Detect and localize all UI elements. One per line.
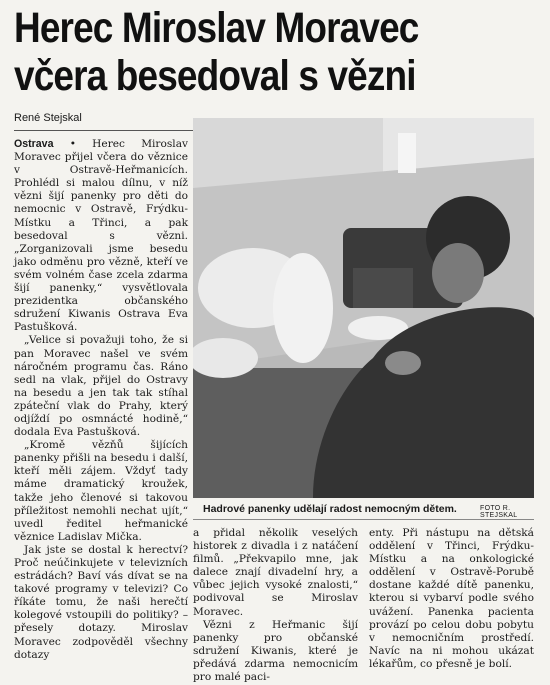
paragraph: „Kromě vězňů šijících panenky přišli na besedu i další, kteří měli zájem. Vždyť tady máme dramatický kroužek, takže jeho členové si takovou příležitost nemohli nechat ujít,“ uvedl ředitel heřmanické věznice Ladislav Mička. <box>14 439 188 543</box>
headline-line-1: Herec Miroslav Moravec <box>14 4 419 52</box>
article-photo <box>193 118 534 498</box>
caption-rule <box>193 519 534 520</box>
headline-line-2: včera besedoval s vězni <box>14 52 416 100</box>
paragraph: enty. Při nástupu na dětská oddělení v Třinci, Frýdku-Místku a na onkologické oddělení v Ostravě-Porubě dostane každé dítě panenku, kterou si vybarví podle svého uvážení. Panenka pacienta provází po celou dobu pobytu v nemocničním prostředí. Navíc na ni mohou ukázat lékařům, co přesně je bolí. <box>369 527 534 670</box>
article-column-2 <box>193 527 358 685</box>
photo-caption: Hadrové panenky udělají radost nemocným dětem. <box>203 503 457 515</box>
paragraph: Vězni z Heřmanic šijí panenky pro občanské sdružení Kiwanis, které je předává zdarma nemocnicím pro malé paci- <box>193 618 358 684</box>
headline <box>14 4 466 100</box>
article-column-1 <box>14 138 188 683</box>
paragraph <box>14 138 188 334</box>
paragraph: Jak jste se dostal k herectví? Proč neúčinkujete v televizních estrádách? Baví vás dívat se na takové programy v televizi? Co říkáte tomu, že naši herečtí kolegové vstoupili do politiky? – přesely dotazy. Miroslav Moravec zodpověděl všechny dotazy <box>14 543 188 661</box>
article-column-3 <box>369 527 534 685</box>
photo-credit: FOTO R. STEJSKAL <box>480 505 518 519</box>
dateline: Ostrava <box>14 138 54 150</box>
paragraph-text: • Herec Miroslav Moravec přijel včera do věznice v Ostravě-Heřmanicích. Prohlédl si malou dílnu, v níž vězni šijí panenky pro děti do nemocnic v Ostravě, Frýdku-Místku a Třinci, a pak besedoval s vězni. „Zorganizovali jsme besedu jako odměnu pro vězně, kteří ve svém volném čase zcela zdarma šijí panenky,“ vysvětlovala prezidentka občanského sdružení Kiwanis Ostrava Eva Pastušková. <box>14 138 188 334</box>
paragraph: „Velice si považuji toho, že si pan Moravec našel ve svém náročném programu čas. Ráno sedl na vlak, přijel do Ostravy na besedu a jen tak tak stíhal zpáteční vlak do Prahy, který odjíždí po osmnácté hodině,“ dodala Eva Pastušková. <box>14 334 188 439</box>
sewing-workshop-photo <box>193 118 534 498</box>
byline: René Stejskal <box>14 112 82 124</box>
paragraph: a přidal několik veselých historek z divadla i z natáčení filmů. „Překvapilo mne, jak dalece znají divadelní hry, a vůbec jejich vysoké znalosti,“ podivoval se Miroslav Moravec. <box>193 527 358 618</box>
